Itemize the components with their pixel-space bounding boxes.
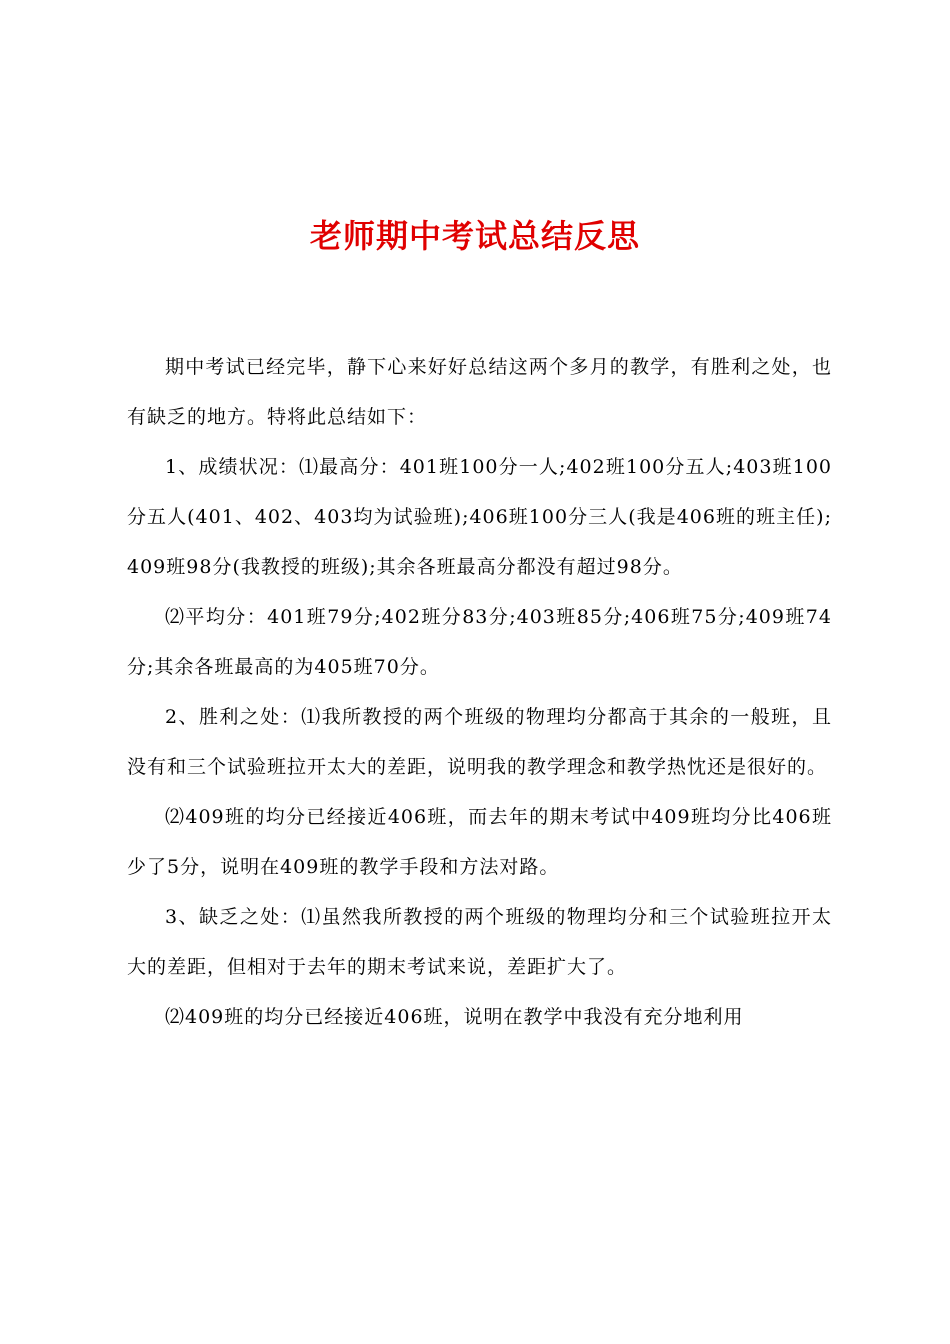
paragraph-scores-average: ⑵平均分：401班79分;402班分83分;403班85分;406班75分;409班74分;其余各班最高的为405班70分。 [127, 606, 832, 678]
paragraph-intro: 期中考试已经完毕，静下心来好好总结这两个多月的教学，有胜利之处，也有缺乏的地方。特将此总结如下： [127, 356, 832, 428]
paragraph-shortcoming-1: 3、缺乏之处：⑴虽然我所教授的两个班级的物理均分和三个试验班拉开太大的差距，但相对于去年的期末考试来说，差距扩大了。 [127, 906, 832, 978]
document-title: 老师期中考试总结反思 [309, 217, 640, 255]
paragraph-success-1: 2、胜利之处：⑴我所教授的两个班级的物理均分都高于其余的一般班，且没有和三个试验班拉开太大的差距，说明我的教学理念和教学热忱还是很好的。 [127, 706, 832, 778]
paragraph-shortcoming-2: ⑵409班的均分已经接近406班，说明在教学中我没有充分地利用 [165, 1006, 744, 1028]
document-body [127, 342, 832, 1042]
paragraph-scores-highest: 1、成绩状况：⑴最高分：401班100分一人;402班100分五人;403班100分五人(401、402、403均为试验班);406班100分三人(我是406班的班主任);409班98分(我教授的班级);其余各班最高分都没有超过98分。 [127, 456, 832, 578]
paragraph-success-2: ⑵409班的均分已经接近406班，而去年的期末考试中409班均分比406班少了5分，说明在409班的教学手段和方法对路。 [127, 806, 832, 878]
